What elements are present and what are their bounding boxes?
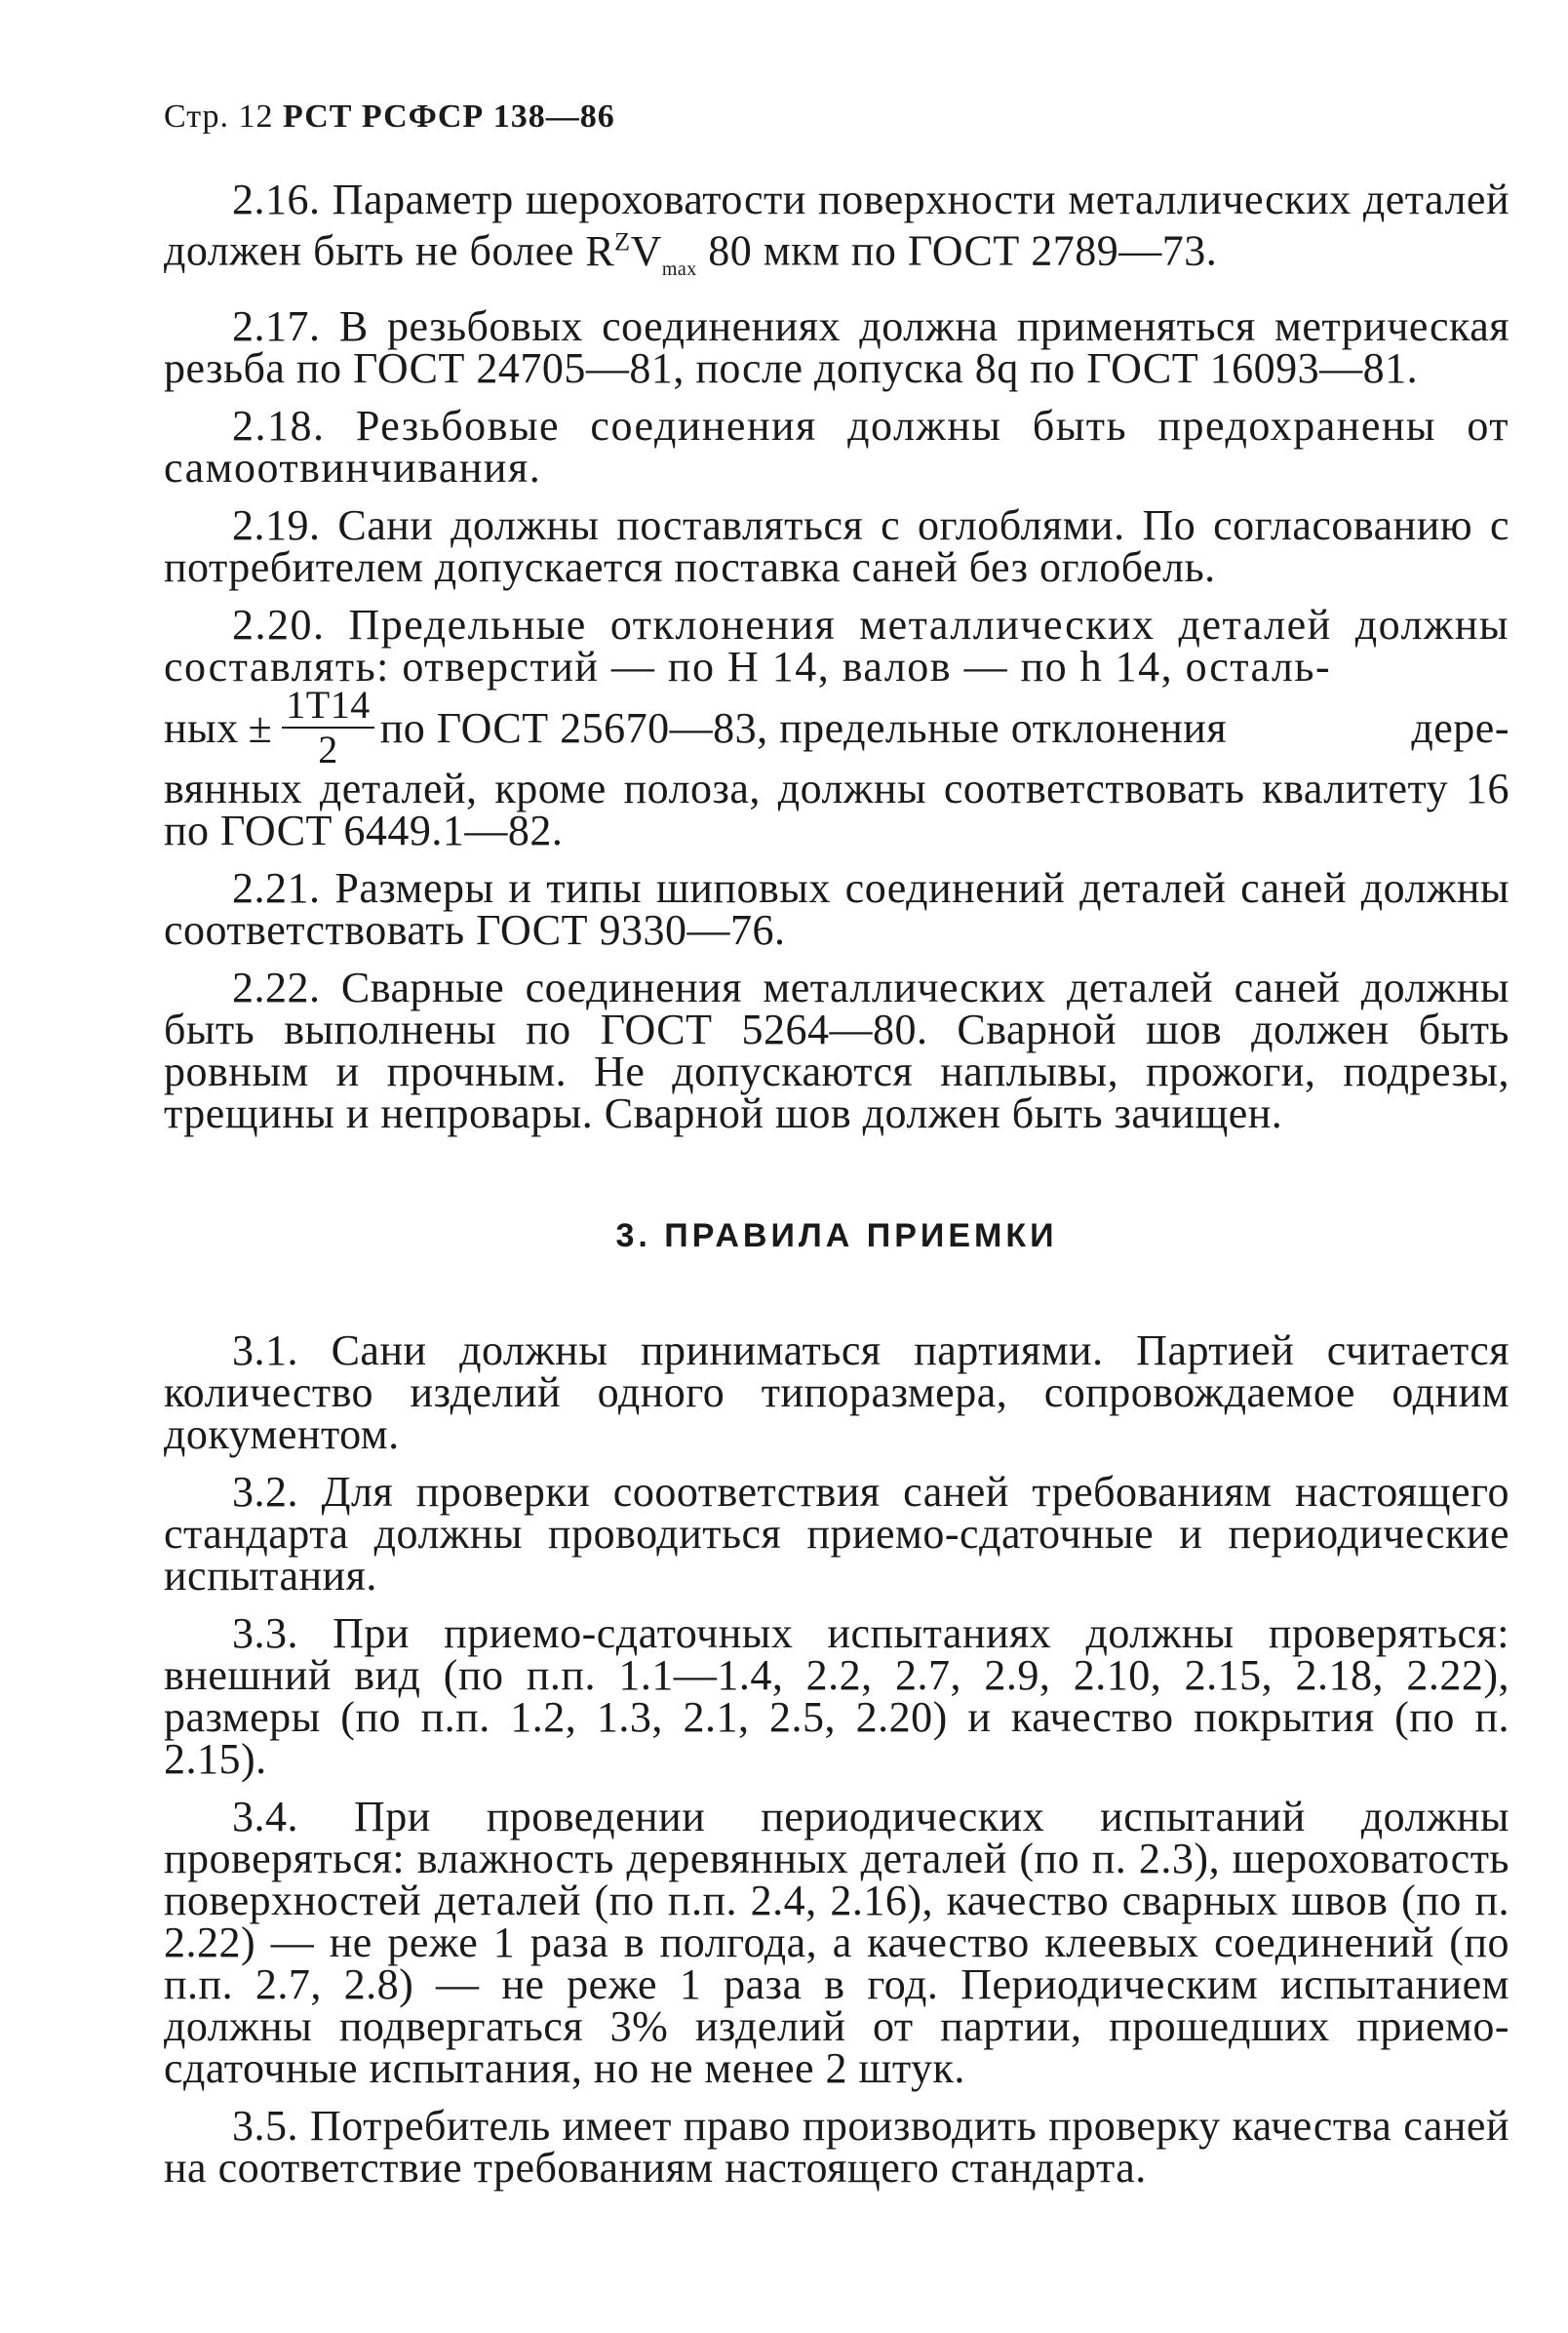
roughness-symbol: $R^ZV_{max}$ bbox=[585, 226, 697, 280]
paragraph-3-1: 3.1. Сани должны приниматься партиями. Партией считается количество изделий одного типоразмера, сопровождаемое одним документом. bbox=[164, 1326, 1509, 1459]
section-title: 3. ПРАВИЛА ПРИЕМКИ bbox=[615, 1217, 1058, 1255]
paragraph-2-19: 2.19. Сани должны поставляться с оглоблями. По согласованию с потребителем допускается поставка саней без оглобель. bbox=[164, 501, 1509, 592]
paragraph-3-5: 3.5. Потребитель имеет право производить проверку качества саней на соответствие требованиям настоящего стандарта. bbox=[164, 2102, 1509, 2193]
formula-prefix: ных bbox=[164, 703, 239, 752]
fraction-denominator: 2 bbox=[318, 728, 338, 772]
paragraph-2-16-text: 2.16. Параметр шероховатости поверхности металлических деталей должен быть не более bbox=[164, 176, 1509, 275]
plus-minus-sign: ± bbox=[248, 703, 273, 752]
document-page bbox=[164, 93, 1509, 2204]
paragraph-2-16-tail: 80 мкм по ГОСТ 2789—73. bbox=[696, 226, 1218, 275]
fraction-numerator: 1Т14 bbox=[282, 686, 373, 729]
formula-middle-text: по ГОСТ 25670—83, предельные отклонения bbox=[379, 703, 1228, 752]
paragraph-2-21: 2.21. Размеры и типы шиповых соединений деталей саней должны соответствовать ГОСТ 9330—76. bbox=[164, 864, 1509, 955]
paragraph-2-22: 2.22. Сварные соединения металлических деталей саней должны быть выполнены по ГОСТ 5264—80. Сварной шов должен быть ровным и прочным. Не допускаются наплывы, прожоги, подрезы, трещины и непровары. Сварной шов должен быть зачищен. bbox=[164, 964, 1509, 1138]
formula-end-text: дере- bbox=[1411, 703, 1509, 752]
paragraph-2-18: 2.18. Резьбовые соединения должны быть предохранены от самоотвинчивания. bbox=[164, 402, 1509, 493]
paragraph-2-20: 2.20. Предельные отклонения металлических деталей должны составлять: отверстий — по Н 14, валов — по h 14, осталь- bbox=[164, 601, 1509, 692]
running-header bbox=[164, 93, 1509, 141]
paragraph-2-17: 2.17. В резьбовых соединениях должна применяться метрическая резьба по ГОСТ 24705—81, после допуска 8q по ГОСТ 16093—81. bbox=[164, 302, 1509, 393]
paragraph-3-3: 3.3. При приемо-сдаточных испытаниях должны проверяться: внешний вид (по п.п. 1.1—1.4, 2.2, 2.7, 2.9, 2.10, 2.15, 2.18, 2.22), размеры (по п.п. 1.2, 1.3, 2.1, 2.5, 2.20) и качество покрытия (по п. 2.15). bbox=[164, 1609, 1509, 1784]
tolerance-formula-line bbox=[164, 683, 1509, 772]
tolerance-fraction bbox=[282, 683, 373, 772]
standard-designation: РСТ РСФСР 138—86 bbox=[283, 99, 615, 135]
page-number-label: Стр. 12 bbox=[164, 99, 274, 135]
paragraph-2-20-continued: вянных деталей, кроме полоза, должны соответствовать квалитету 16 по ГОСТ 6449.1—82. bbox=[164, 765, 1509, 855]
paragraph-3-2: 3.2. Для проверки сооответствия саней требованиям настоящего стандарта должны проводиться приемо-сдаточные и периодические испытания. bbox=[164, 1468, 1509, 1601]
paragraph-2-16 bbox=[164, 178, 1509, 290]
paragraph-3-4: 3.4. При проведении периодических испытаний должны проверяться: влажность деревянных деталей (по п. 2.3), шероховатость поверхностей деталей (по п.п. 2.4, 2.16), качество сварных швов (по п. 2.22) — не реже 1 раза в полгода, а качество клеевых соединений (по п.п. 2.7, 2.8) — не реже 1 раза в год. Периодическим испытанием должны подвергаться 3% изделий от партии, прошедших приемо-сдаточные испытания, но не менее 2 штук. bbox=[164, 1793, 1509, 2093]
